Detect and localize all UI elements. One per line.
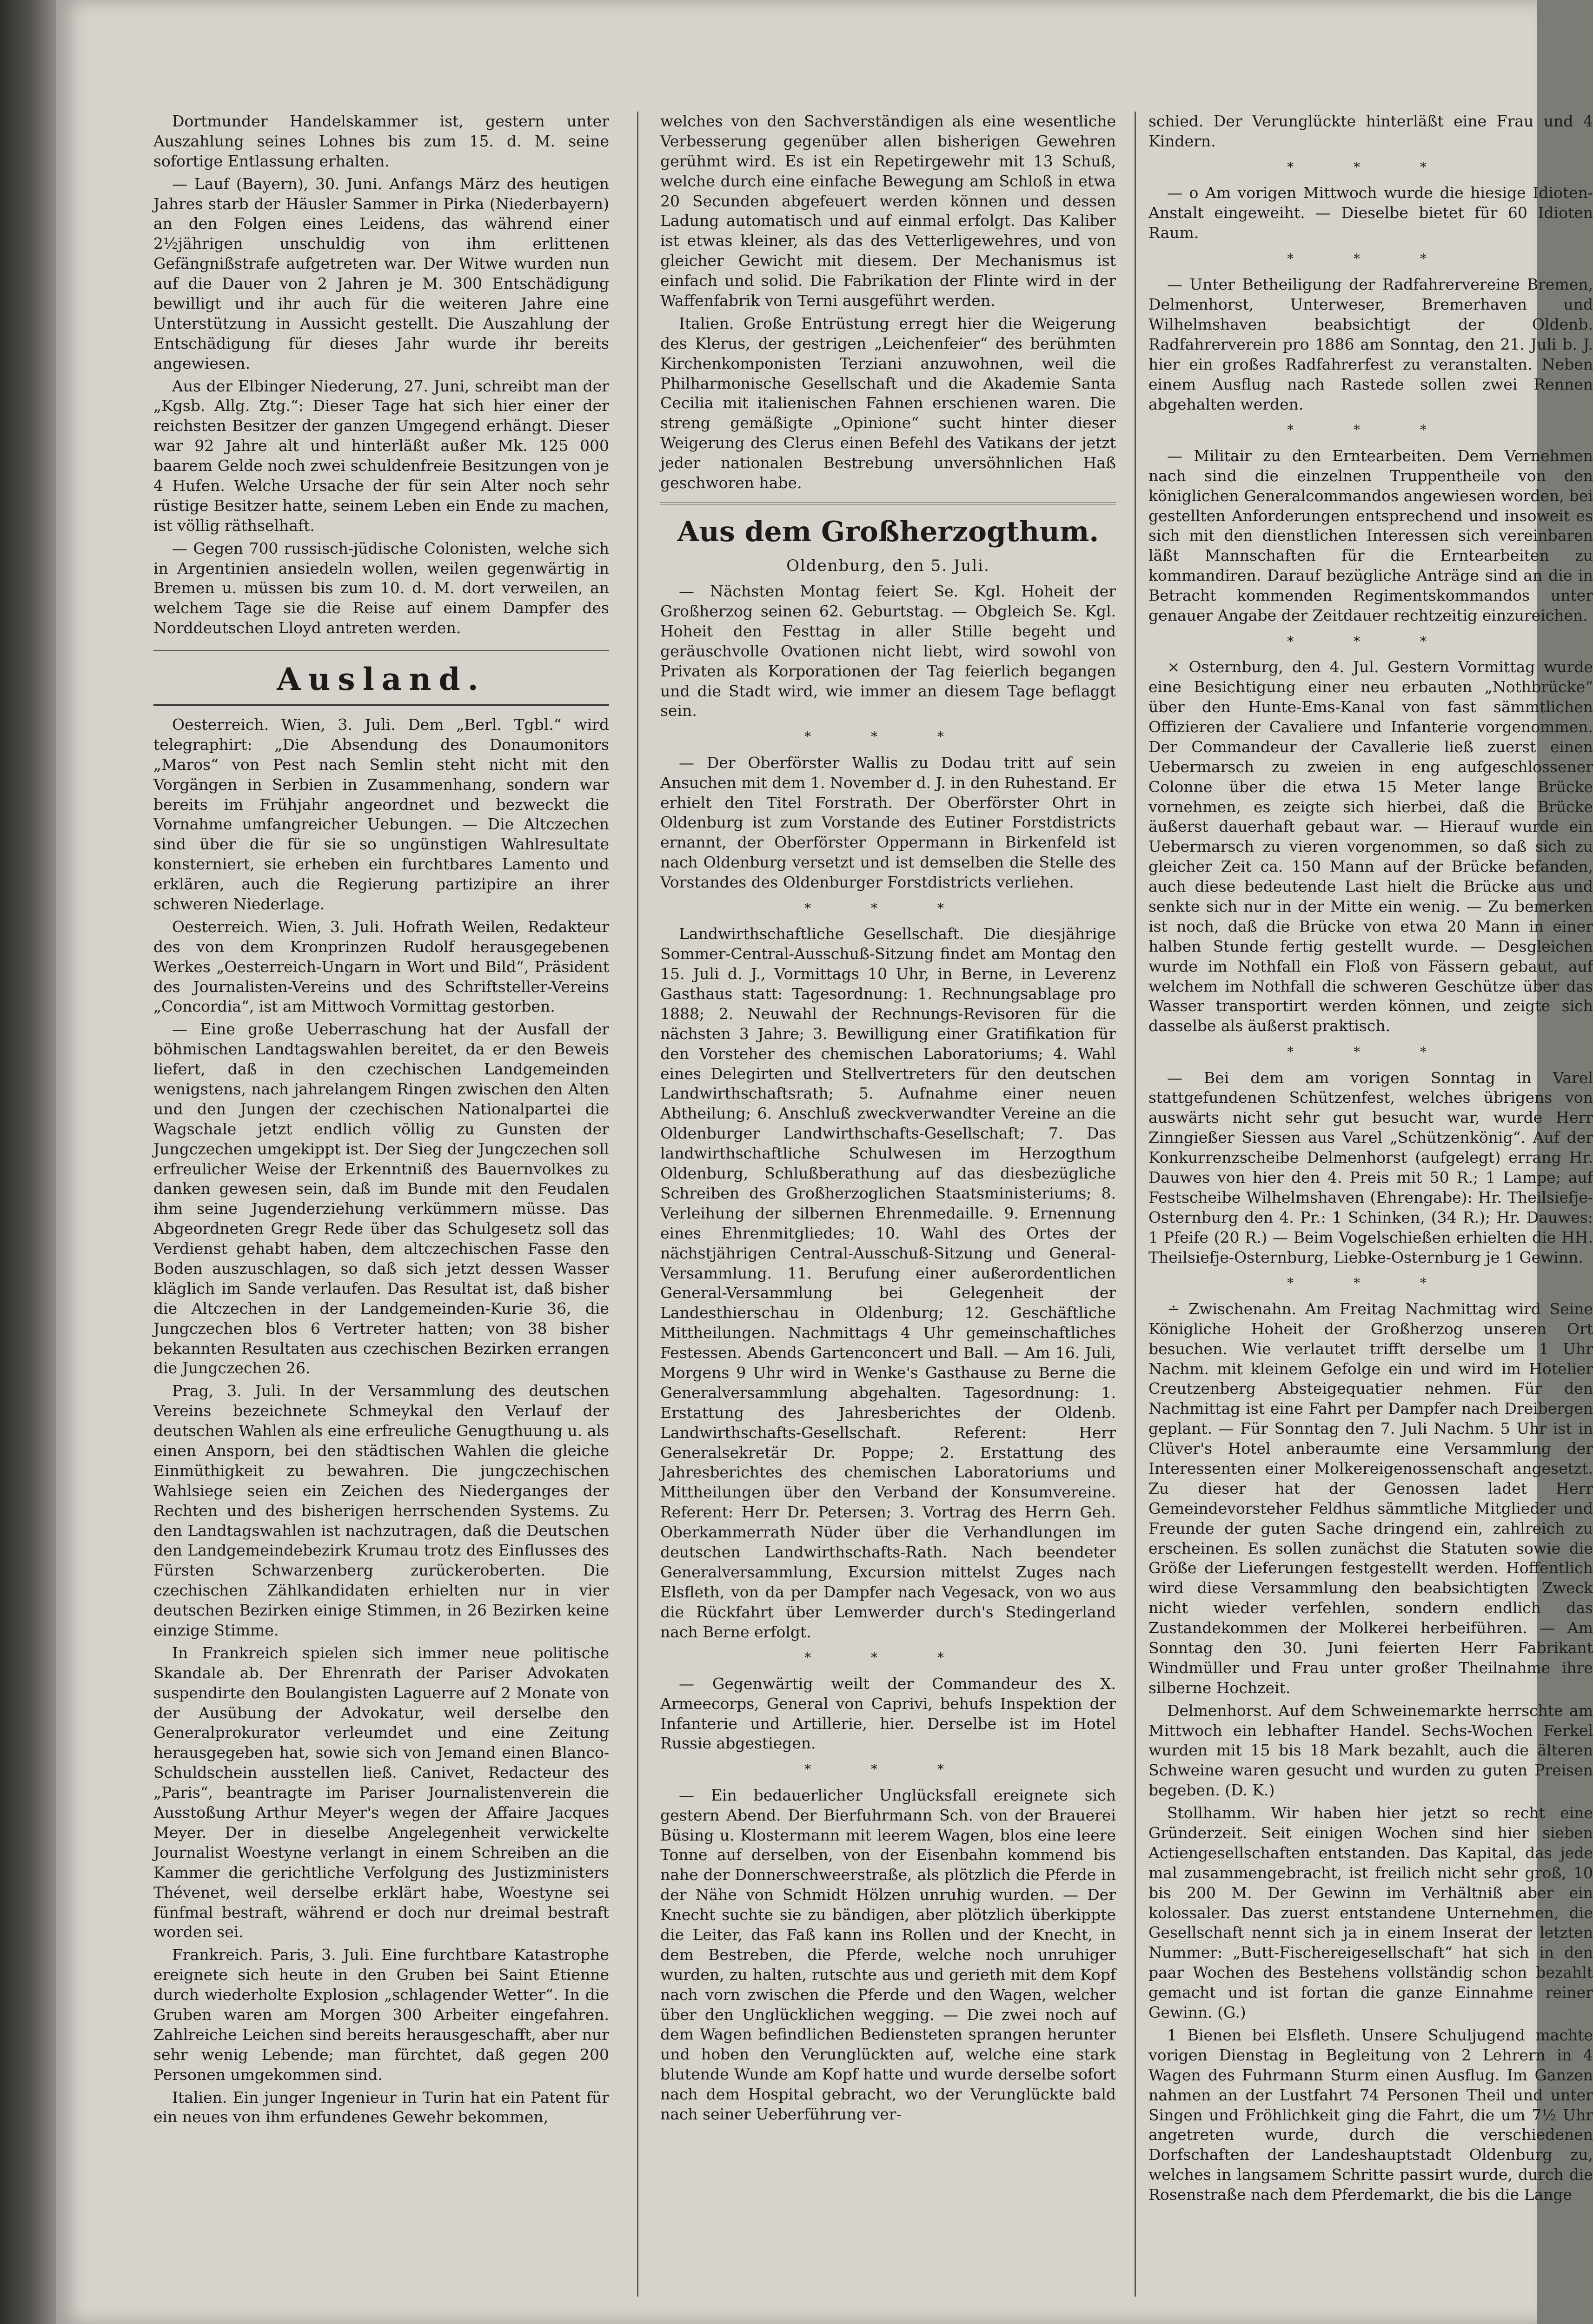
asterism-separator: * * *	[1287, 251, 1454, 266]
asterism-separator: * * *	[1287, 1044, 1454, 1060]
article-paragraph: — Der Oberförster Wallis zu Dodau tritt auf sein Ansuchen mit dem 1. November d. J. in den Ruhestand. Er erhielt den Titel Forstrath. Der Oberförster Ohrt in Oldenburg ist zum Vorstande des Eutiner Forstdistricts ernannt, der Oberförster Oppermann in Birkenfeld ist nach Oldenburg versetzt und ist demselben die Stelle des Vorstandes des Oldenburger Forstdistricts verliehen.	[660, 753, 1116, 892]
article-paragraph: — Lauf (Bayern), 30. Juni. Anfangs März des heutigen Jahres starb der Häusler Sammer in Pirka (Niederbayern) an den Folgen eines Leidens, das während einer 2½jährigen unschuldig von ihm erlittenen Gefängnißstrafe aufgetreten war. Der Witwe wurden nun auf die Dauer von 2 Jahren je M. 300 Entschädigung bewilligt und ihr auch für die weiteren Jahre eine Unterstützung in Aussicht gestellt. Die Auszahlung der Entschädigung für dieses Jahr wurde ihr bereits angewiesen.	[153, 174, 609, 372]
article-paragraph: Landwirthschaftliche Gesellschaft. Die diesjährige Sommer-Central-Ausschuß-Sitzung findet am Montag den 15. Juli d. J., Vormittags 10 Uhr, in Berne, in Leverenz Gasthaus statt: Tagesordnung: 1. Rechnungsablage pro 1888; 2. Neuwahl der Rechnungs-Revisoren für die nächsten 3 Jahre; 3. Bewilligung einer Gratifikation für den Vorsteher des chemischen Laboratoriums; 4. Wahl eines Delegirten und Stellvertreters für den deutschen Landwirthschaftsrath; 5. Aufnahme einer neuen Abtheilung; 6. Anschluß zweckverwandter Vereine an die Oldenburger Landwirthschafts-Gesellschaft; 7. Das landwirthschaftliche Schulwesen im Herzogthum Oldenburg, Schlußberathung auf das diesbezügliche Schreiben des Großherzoglichen Staatsministeriums; 8. Verleihung der silbernen Ehrenmedaille. 9. Ernennung eines Ehrenmitgliedes; 10. Wahl des Ortes der nächstjährigen Central-Ausschuß-Sitzung und General-Versammlung. 11. Berufung einer außerordentlichen General-Versammlung bei Gelegenheit der Landesthierschau in Oldenburg; 12. Geschäftliche Mittheilungen. Nachmittags 4 Uhr gemeinschaftliches Festessen. Abends Gartenconcert und Ball. — Am 16. Juli, Morgens 9 Uhr wird in Wenke's Gasthause zu Berne die Generalversammlung abgehalten. Tagesordnung: 1. Erstattung des Jahresberichtes der Oldenb. Landwirthschafts-Gesellschaft. Referent: Herr Generalsekretär Dr. Poppe; 2. Erstattung des Jahresberichtes des chemischen Laboratoriums und Mittheilungen über den Verband der Konsumvereine. Referent: Herr Dr. Petersen; 3. Vortrag des Herrn Geh. Oberkammerrath Nüder über die Verhandlungen im deutschen Landwirthschafts-Rath. Nach beendeter Generalversammlung, Excursion mittelst Zuges nach Elsfleth, von da per Dampfer nach Vegesack, von wo aus die Rückfahrt über Lemwerder durch's Stedingerland nach Berne erfolgt.	[660, 925, 1116, 1641]
asterism-separator: * * *	[804, 900, 972, 916]
asterism-separator: * * *	[1287, 159, 1454, 175]
article-paragraph: Delmenhorst. Auf dem Schweinemarkte herrschte am Mittwoch ein lebhafter Handel. Sechs-Wochen Ferkel wurden mit 15 bis 18 Mark bezahlt, auch die älteren Schweine waren gesucht und wurden zu guten Preisen begeben. (D. K.)	[1148, 1701, 1593, 1800]
column-2	[660, 112, 1116, 2297]
article-paragraph: — Bei dem am vorigen Sonntag in Varel stattgefundenen Schützenfest, welches übrigens von auswärts nicht sehr gut besucht war, wurde Herr Zinngießer Siessen aus Varel „Schützenkönig“. Auf der Konkurrenzscheibe Delmenhorst (aufgelegt) errang Hr. Dauwes von hier den 4. Preis mit 50 R.; 1 Lampe; auf Festscheibe Wilhelmshaven (Ehrengabe): Hr. Theilsiefje-Osternburg den 4. Pr.: 1 Schinken, (34 R.); Hr. Dauwes: 1 Pfeife (20 R.) — Beim Vogelschießen erhielten die HH. Theilsiefje-Osternburg, Liebke-Osternburg je 1 Gewinn.	[1148, 1068, 1593, 1266]
column-rule	[637, 112, 638, 2297]
asterism-separator: * * *	[804, 1761, 972, 1777]
article-paragraph: schied. Der Verunglückte hinterläßt eine Frau und 4 Kindern.	[1148, 112, 1593, 150]
article-paragraph: Aus der Elbinger Niederung, 27. Juni, schreibt man der „Kgsb. Allg. Ztg.“: Dieser Tage hat sich hier einer der reichsten Besitzer der ganzen Umgegend erhängt. Dieser war 92 Jahre alt und hinterläßt außer Mk. 125 000 baarem Gelde noch zwei schuldenfreie Besitzungen von je 4 Hufen. Welche Ursache der für sein Alter noch sehr rüstige Besitzer hatte, seinem Leben ein Ende zu machen, ist völlig räthselhaft.	[153, 377, 609, 535]
article-paragraph: 1 Bienen bei Elsfleth. Unsere Schuljugend machte vorigen Dienstag in Begleitung von 2 Lehrern in 4 Wagen des Fuhrmann Sturm einen Ausflug. Im Ganzen nahmen an der Lustfahrt 74 Personen Theil und unter Singen und Fröhlichkeit ging die Fahrt, die um 7½ Uhr angetreten wurde, durch die verschiedenen Dorfschaften der Landeshauptstadt Oldenburg zu, welches in langsamem Schritte passirt wurde, durch die Rosenstraße nach dem Pferdemarkt, die bis die Lange	[1148, 2026, 1593, 2204]
article-paragraph: — Ein bedauerlicher Unglücksfall ereignete sich gestern Abend. Der Bierfuhrmann Sch. von der Brauerei Büsing u. Klostermann mit leerem Wagen, blos eine leere Tonne auf derselben, von der Eisenbahn kommend bis nahe der Donnerschweerstraße, als plötzlich die Pferde in der Nähe von Schmidt Hölzen unruhig wurden. — Der Knecht suchte sie zu bändigen, aber plötzlich überkippte die Leiter, das Faß kann ins Rollen und der Knecht, in dem Bestreben, die Pferde, welche noch unruhiger wurden, zu halten, rutschte aus und gerieth mit dem Kopf nach vorn zwischen die Pferde und den Wagen, welcher über den Unglücklichen wegging. — Die zwei noch auf dem Wagen befindlichen Bediensteten sprangen herunter und hoben den Verunglückten auf, welche eine stark blutende Wunde am Kopf hatte und wurde derselbe sofort nach dem Hospital gebracht, wo der Verunglückte bald nach seiner Ueberführung ver-	[660, 1786, 1116, 2124]
article-paragraph: Italien. Ein junger Ingenieur in Turin hat ein Patent für ein neues von ihm erfundenes Gewehr bekommen,	[153, 2088, 609, 2126]
asterism-separator: * * *	[1287, 422, 1454, 438]
asterism-separator: * * *	[804, 729, 972, 745]
article-paragraph: Dortmunder Handelskammer ist, gestern unter Auszahlung seines Lohnes bis zum 15. d. M. seine sofortige Entlassung erhalten.	[153, 112, 609, 170]
section-heading: Ausland.	[153, 650, 609, 706]
article-paragraph: welches von den Sachverständigen als eine wesentliche Verbesserung gegenüber allen bisherigen Gewehren gerühmt wird. Es ist ein Repetirgewehr mit 13 Schuß, welche durch eine einfache Bewegung am Schloß in etwa 20 Secunden abgefeuert werden können und dessen Ladung automatisch und auf einmal erfolgt. Das Kaliber ist etwas kleiner, als das des Vetterligewehres, und von gleicher Gewicht mit diesem. Der Mechanismus ist einfach und solid. Die Fabrikation der Flinte wird in der Waffenfabrik von Terni ausgeführt werden.	[660, 112, 1116, 310]
article-paragraph: — Militair zu den Erntearbeiten. Dem Vernehmen nach sind die einzelnen Truppentheile von den königlichen Generalcommandos angewiesen worden, bei gestellten Anforderungen entsprechend und insoweit es sich mit den dienstlichen Interessen sich vereinbaren läßt Mannschaften für die Erntearbeiten zu kommandiren. Darauf bezügliche Anträge sind an die in Betracht kommenden Regimentskommandos unter genauer Angabe der Zeitdauer rechtzeitig einzureichen.	[1148, 446, 1593, 624]
dateline: Oldenburg, den 5. Juli.	[786, 556, 990, 575]
column-3	[1148, 112, 1593, 2297]
asterism-separator: * * *	[1287, 633, 1454, 649]
section-heading: Aus dem Großherzogthum.	[660, 503, 1116, 553]
article-paragraph: Oesterreich. Wien, 3. Juli. Hofrath Weilen, Redakteur des von dem Kronprinzen Rudolf herausgegebenen Werkes „Oesterreich-Ungarn in Wort und Bild“, Präsident des Journalisten-Vereins und des Schriftsteller-Vereins „Concordia“, ist am Mittwoch Vormittag gestorben.	[153, 917, 609, 1016]
article-paragraph: — Nächsten Montag feiert Se. Kgl. Hoheit der Großherzog seinen 62. Geburtstag. — Obgleich Se. Kgl. Hoheit den Festtag in aller Stille begeht und geräuschvolle Ovationen nicht liebt, wird sowohl von Privaten als Korporationen der Tag feierlich begangen und die Stadt wird, wie immer an diesem Tage beflaggt sein.	[660, 582, 1116, 720]
asterism-separator: * * *	[1287, 1275, 1454, 1291]
column-rule	[1135, 112, 1136, 2297]
article-paragraph: In Frankreich spielen sich immer neue politische Skandale ab. Der Ehrenrath der Pariser Advokaten suspendirte den Boulangisten Laguerre auf 2 Monate von der Ausübung der Advokatur, weil derselbe den Generalprokurator verleumdet und eine Zeitung herausgegeben hat, sowie sich von Jemand einen Blanco-Schuldschein ausstellen ließ. Canivet, Redacteur des „Paris“, beantragte im Pariser Journalistenverein die Ausstoßung Arthur Meyer's wegen der Affaire Jacques Meyer. Der in dieselbe Angelegenheit verwickelte Journalist Woestyne verlangt in einem Schreiben an die Kammer die gerichtliche Verfolgung des Justizministers Thévenet, weil derselbe erklärt habe, Woestyne sei fünfmal bestraft, während er doch nur dreimal bestraft worden sei.	[153, 1643, 609, 1941]
article-paragraph: Oesterreich. Wien, 3. Juli. Dem „Berl. Tgbl.“ wird telegraphirt: „Die Absendung des Donaumonitors „Maros“ von Pest nach Semlin steht nicht mit den Vorgängen in Serbien in Zusammenhang, sondern war bereits im Frühjahr angeordnet und bezweckt die Vornahme umfangreicher Uebungen. — Die Altczechen sind über die für sie so ungünstigen Wahlresultate konsterniert, sie erheben ein furchtbares Lamento und erklären, auch die Regierung partizipire an ihrer schweren Niederlage.	[153, 715, 609, 913]
article-paragraph: Italien. Große Entrüstung erregt hier die Weigerung des Klerus, der gestrigen „Leichenfeier“ des berühmten Kirchenkomponisten Terziani anzuwohnen, weil die Philharmonische Gesellschaft und die Akademie Santa Cecilia mit italienischen Fahnen erschienen waren. Die streng gemäßigte „Opinione“ sucht hinter dieser Weigerung des Clerus einen Befehl des Vatikans der jetzt jeder nationalen Bestrebung unversöhnlichen Haß geschworen habe.	[660, 314, 1116, 492]
article-paragraph: — Gegen 700 russisch-jüdische Colonisten, welche sich in Argentinien ansiedeln wollen, weilen gegenwärtig in Bremen u. müssen bis zum 10. d. M. dort verweilen, an welchem Tage sie die Reise auf einem Dampfer des Norddeutschen Lloyd antreten werden.	[153, 539, 609, 637]
article-paragraph: — o Am vorigen Mittwoch wurde die hiesige Idioten-Anstalt eingeweiht. — Dieselbe bietet für 60 Idioten Raum.	[1148, 184, 1593, 242]
article-paragraph: Stollhamm. Wir haben hier jetzt so recht eine Gründerzeit. Seit einigen Wochen sind hier sieben Actiengesellschaften entstanden. Das Kapital, das jede mal zusammengebracht, ist freilich nicht sehr groß, 10 bis 200 M. Der Gewinn im Verhältniß aber ein kolossaler. Das zuerst entstandene Unternehmen, die Gesellschaft nennt sich ja in einem Inserat der letzten Nummer: „Butt-Fischereigesellschaft“ hat sich in den paar Wochen des Bestehens vollständig schon bezahlt gemacht und ist fortan die ganze Einnahme reiner Gewinn. (G.)	[1148, 1804, 1593, 2022]
book-spine	[0, 0, 56, 2324]
asterism-separator: * * *	[804, 1650, 972, 1666]
article-paragraph: — Unter Betheiligung der Radfahrervereine Bremen, Delmenhorst, Unterweser, Bremerhaven und Wilhelmshaven beabsichtigt der Oldenb. Radfahrerverein pro 1886 am Sonntag, den 21. Juli b. J. hier ein großes Radfahrerfest zu veranstalten. Neben einem Ausflug nach Rastede sollen zwei Rennen abgehalten werden.	[1148, 275, 1593, 413]
newspaper-page	[56, 0, 1593, 2324]
article-paragraph: ∸ Zwischenahn. Am Freitag Nachmittag wird Seine Königliche Hoheit der Großherzog unseren Ort besuchen. Wie verlautet trifft derselbe um 1 Uhr Nachm. mit kleinem Gefolge ein und wird im Hotelier Creutzenberg Absteigequatier nehmen. Für den Nachmittag ist eine Fahrt per Dampfer nach Dreibergen geplant. — Für Sonntag den 7. Juli Nachm. 5 Uhr ist in Clüver's Hotel anberaumte eine Versammlung der Interessenten einer Molkereigenossenschaft angesetzt. Zu dieser hat der Genossen ladet Herr Gemeindevorsteher Feldhus sämmtliche Mitglieder und Freunde der guten Sache dringend ein, zahlreich zu erscheinen. Es sollen zunächst die Statuten sowie die Größe der Lieferungen festgestellt werden. Hoffentlich wird diese Versammlung den beabsichtigten Zweck nicht wieder verfehlen, sondern endlich das Zustandekommen der Molkerei herbeiführen. — Am Sonntag den 30. Juni feierten Herr Fabrikant Windmüller und Frau unter großer Theilnahme ihre silberne Hochzeit.	[1148, 1299, 1593, 1697]
column-1	[153, 112, 609, 2297]
article-paragraph: Frankreich. Paris, 3. Juli. Eine furchtbare Katastrophe ereignete sich heute in den Gruben bei Saint Etienne durch wiederholte Explosion „schlagender Wetter“. In die Gruben waren am Morgen 300 Arbeiter eingefahren. Zahlreiche Leichen sind bereits herausgeschafft, aber nur sehr wenig Lebende; man fürchtet, daß gegen 200 Personen umgekommen sind.	[153, 1946, 609, 2084]
article-paragraph: Prag, 3. Juli. In der Versammlung des deutschen Vereins bezeichnete Schmeykal den Verlauf der deutschen Wahlen als eine erfreuliche Genugthuung u. als einen Ansporn, bei den städtischen Wahlen die gleiche Einmüthigkeit zu bewahren. Die jungczechischen Wahlsiege seien ein Zeichen des Niederganges der Rechten und des bisherigen herrschenden Systems. Zu den Landtagswahlen ist nachzutragen, daß die Deutschen den Landgemeindebezirk Krumau trotz des Einflusses des Fürsten Schwarzenberg zurückeroberten. Die czechischen Zählkandidaten erhielten nur in vier deutschen Bezirken einige Stimmen, in 26 Bezirken keine einzige Stimme.	[153, 1382, 609, 1640]
article-paragraph: × Osternburg, den 4. Jul. Gestern Vormittag wurde eine Besichtigung einer neu erbauten „Nothbrücke“ über den Hunte-Ems-Kanal von fast sämmtlichen Offizieren der Cavaliere und Infanterie vorgenommen. Der Commandeur der Cavallerie ließ zuerst einen Uebermarsch zu zweien in eng aufgeschlossener Colonne über die etwa 15 Meter lange Brücke vornehmen, es zeigte sich hierbei, daß die Brücke äußerst dauerhaft gebaut war. — Hierauf wurde ein Uebermarsch zu vieren vorgenommen, so daß sich zu gleicher Zeit ca. 150 Mann auf der Brücke befanden, auch diese bedeutende Last hielt die Brücke aus und senkte sich nur in der Mitte ein wenig. — Zu bemerken ist noch, daß die Brücke von etwa 20 Mann in einer halben Stunde fertig gestellt wurde. — Desgleichen wurde im Nothfall ein Floß von Fässern gebaut, auf welchem im Nothfall die schweren Geschütze über das Wasser transportirt werden können, und zeigte sich dasselbe als äußerst praktisch.	[1148, 658, 1593, 1035]
article-paragraph: — Eine große Ueberraschung hat der Ausfall der böhmischen Landtagswahlen bereitet, da er den Beweis liefert, daß in den czechischen Landgemeinden wenigstens, nach jahrelangem Ringen zwischen den Alten und den Jungen der czechischen Nationalpartei die Wagschale jetzt endlich völlig zu Gunsten der Jungczechen umgekippt ist. Der Sieg der Jungczechen soll erfreulicher Weise der Erkenntniß des Bauernvolkes zu danken gewesen sein, daß im Bunde mit den Feudalen ihm seine Jugenderziehung verkümmern müsse. Das Abgeordneten Gregr Rede über das Schulgesetz soll das Verdienst gehabt haben, dem altczechischen Fasse den Boden auszuschlagen, so daß sich jetzt dessen Wasser kläglich im Sande verlaufen. Das Resultat ist, daß bisher die Altczechen in der Landgemeinden-Kurie 36, die Jungczechen blos 6 Vertreter hatten; von 38 bisher bekannten Resultaten aus czechischen Bezirken errangen die Jungczechen 26.	[153, 1020, 609, 1377]
article-paragraph: — Gegenwärtig weilt der Commandeur des X. Armeecorps, General von Caprivi, behufs Inspektion der Infanterie und Artillerie, hier. Derselbe ist im Hotel Russie abgestiegen.	[660, 1674, 1116, 1753]
